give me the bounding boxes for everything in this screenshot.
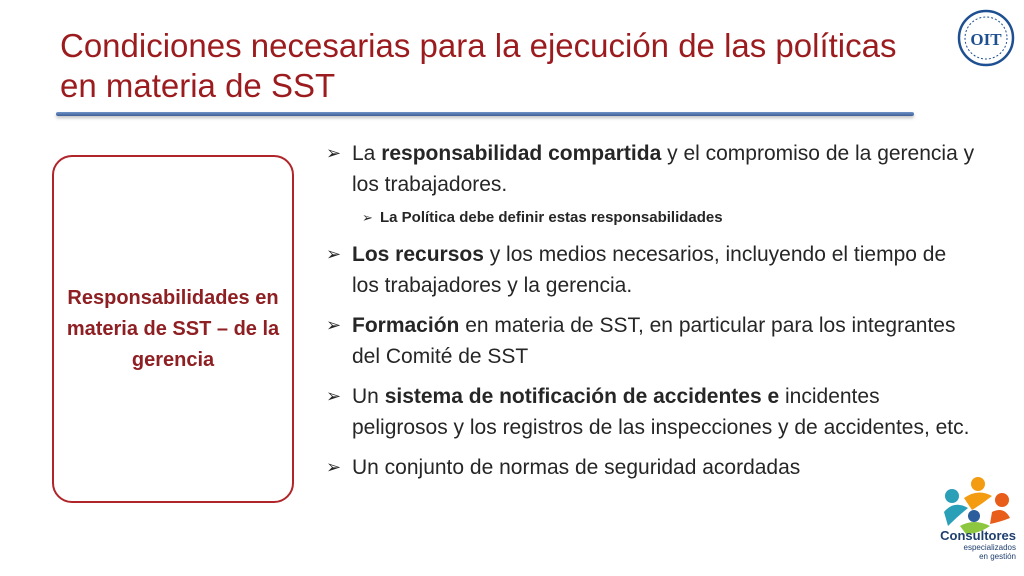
bullet-item bbox=[326, 381, 976, 443]
ilo-logo-text: OIT bbox=[970, 30, 1002, 49]
bullet-item bbox=[326, 239, 976, 301]
consultores-logo-text bbox=[940, 529, 1016, 561]
arrow-bullet-icon: ➢ bbox=[362, 210, 373, 225]
arrow-bullet-icon: ➢ bbox=[326, 386, 342, 406]
bullet-text: Formación en materia de SST, en particular para los integrantes del Comité de SST bbox=[352, 314, 956, 368]
title-underline bbox=[56, 112, 914, 116]
arrow-bullet-icon: ➢ bbox=[326, 244, 342, 264]
sub-bullet-text: La Política debe definir estas responsabilidades bbox=[380, 209, 723, 226]
consultores-line3: en gestión bbox=[979, 552, 1016, 561]
consultores-name: Consultores bbox=[940, 528, 1016, 543]
arrow-bullet-icon: ➢ bbox=[326, 315, 342, 335]
box-text: Responsabilidades en materia de SST – de la gerencia bbox=[66, 286, 280, 371]
bullet-item bbox=[326, 310, 976, 372]
arrow-bullet-icon: ➢ bbox=[326, 143, 342, 163]
responsibility-box bbox=[52, 155, 294, 503]
bullet-item bbox=[326, 138, 976, 200]
bullet-text: Los recursos y los medios necesarios, incluyendo el tiempo de los trabajadores y la gerencia. bbox=[352, 243, 947, 297]
bullet-text: La responsabilidad compartida y el compromiso de la gerencia y los trabajadores. bbox=[352, 142, 975, 196]
bullet-item bbox=[326, 452, 976, 483]
bullet-text: Un sistema de notificación de accidentes e incidentes peligrosos y los registros de las inspecciones y de accidentes, etc. bbox=[352, 385, 970, 439]
bullet-text: Un conjunto de normas de seguridad acordadas bbox=[352, 456, 801, 479]
sub-bullet-item bbox=[362, 207, 976, 229]
arrow-bullet-icon: ➢ bbox=[326, 457, 342, 477]
bullet-list bbox=[326, 138, 976, 492]
consultores-line2: especializados bbox=[963, 543, 1016, 552]
ilo-emblem-icon bbox=[956, 8, 1016, 68]
slide-title: Condiciones necesarias para la ejecución de las políticas en materia de SST bbox=[60, 27, 897, 104]
